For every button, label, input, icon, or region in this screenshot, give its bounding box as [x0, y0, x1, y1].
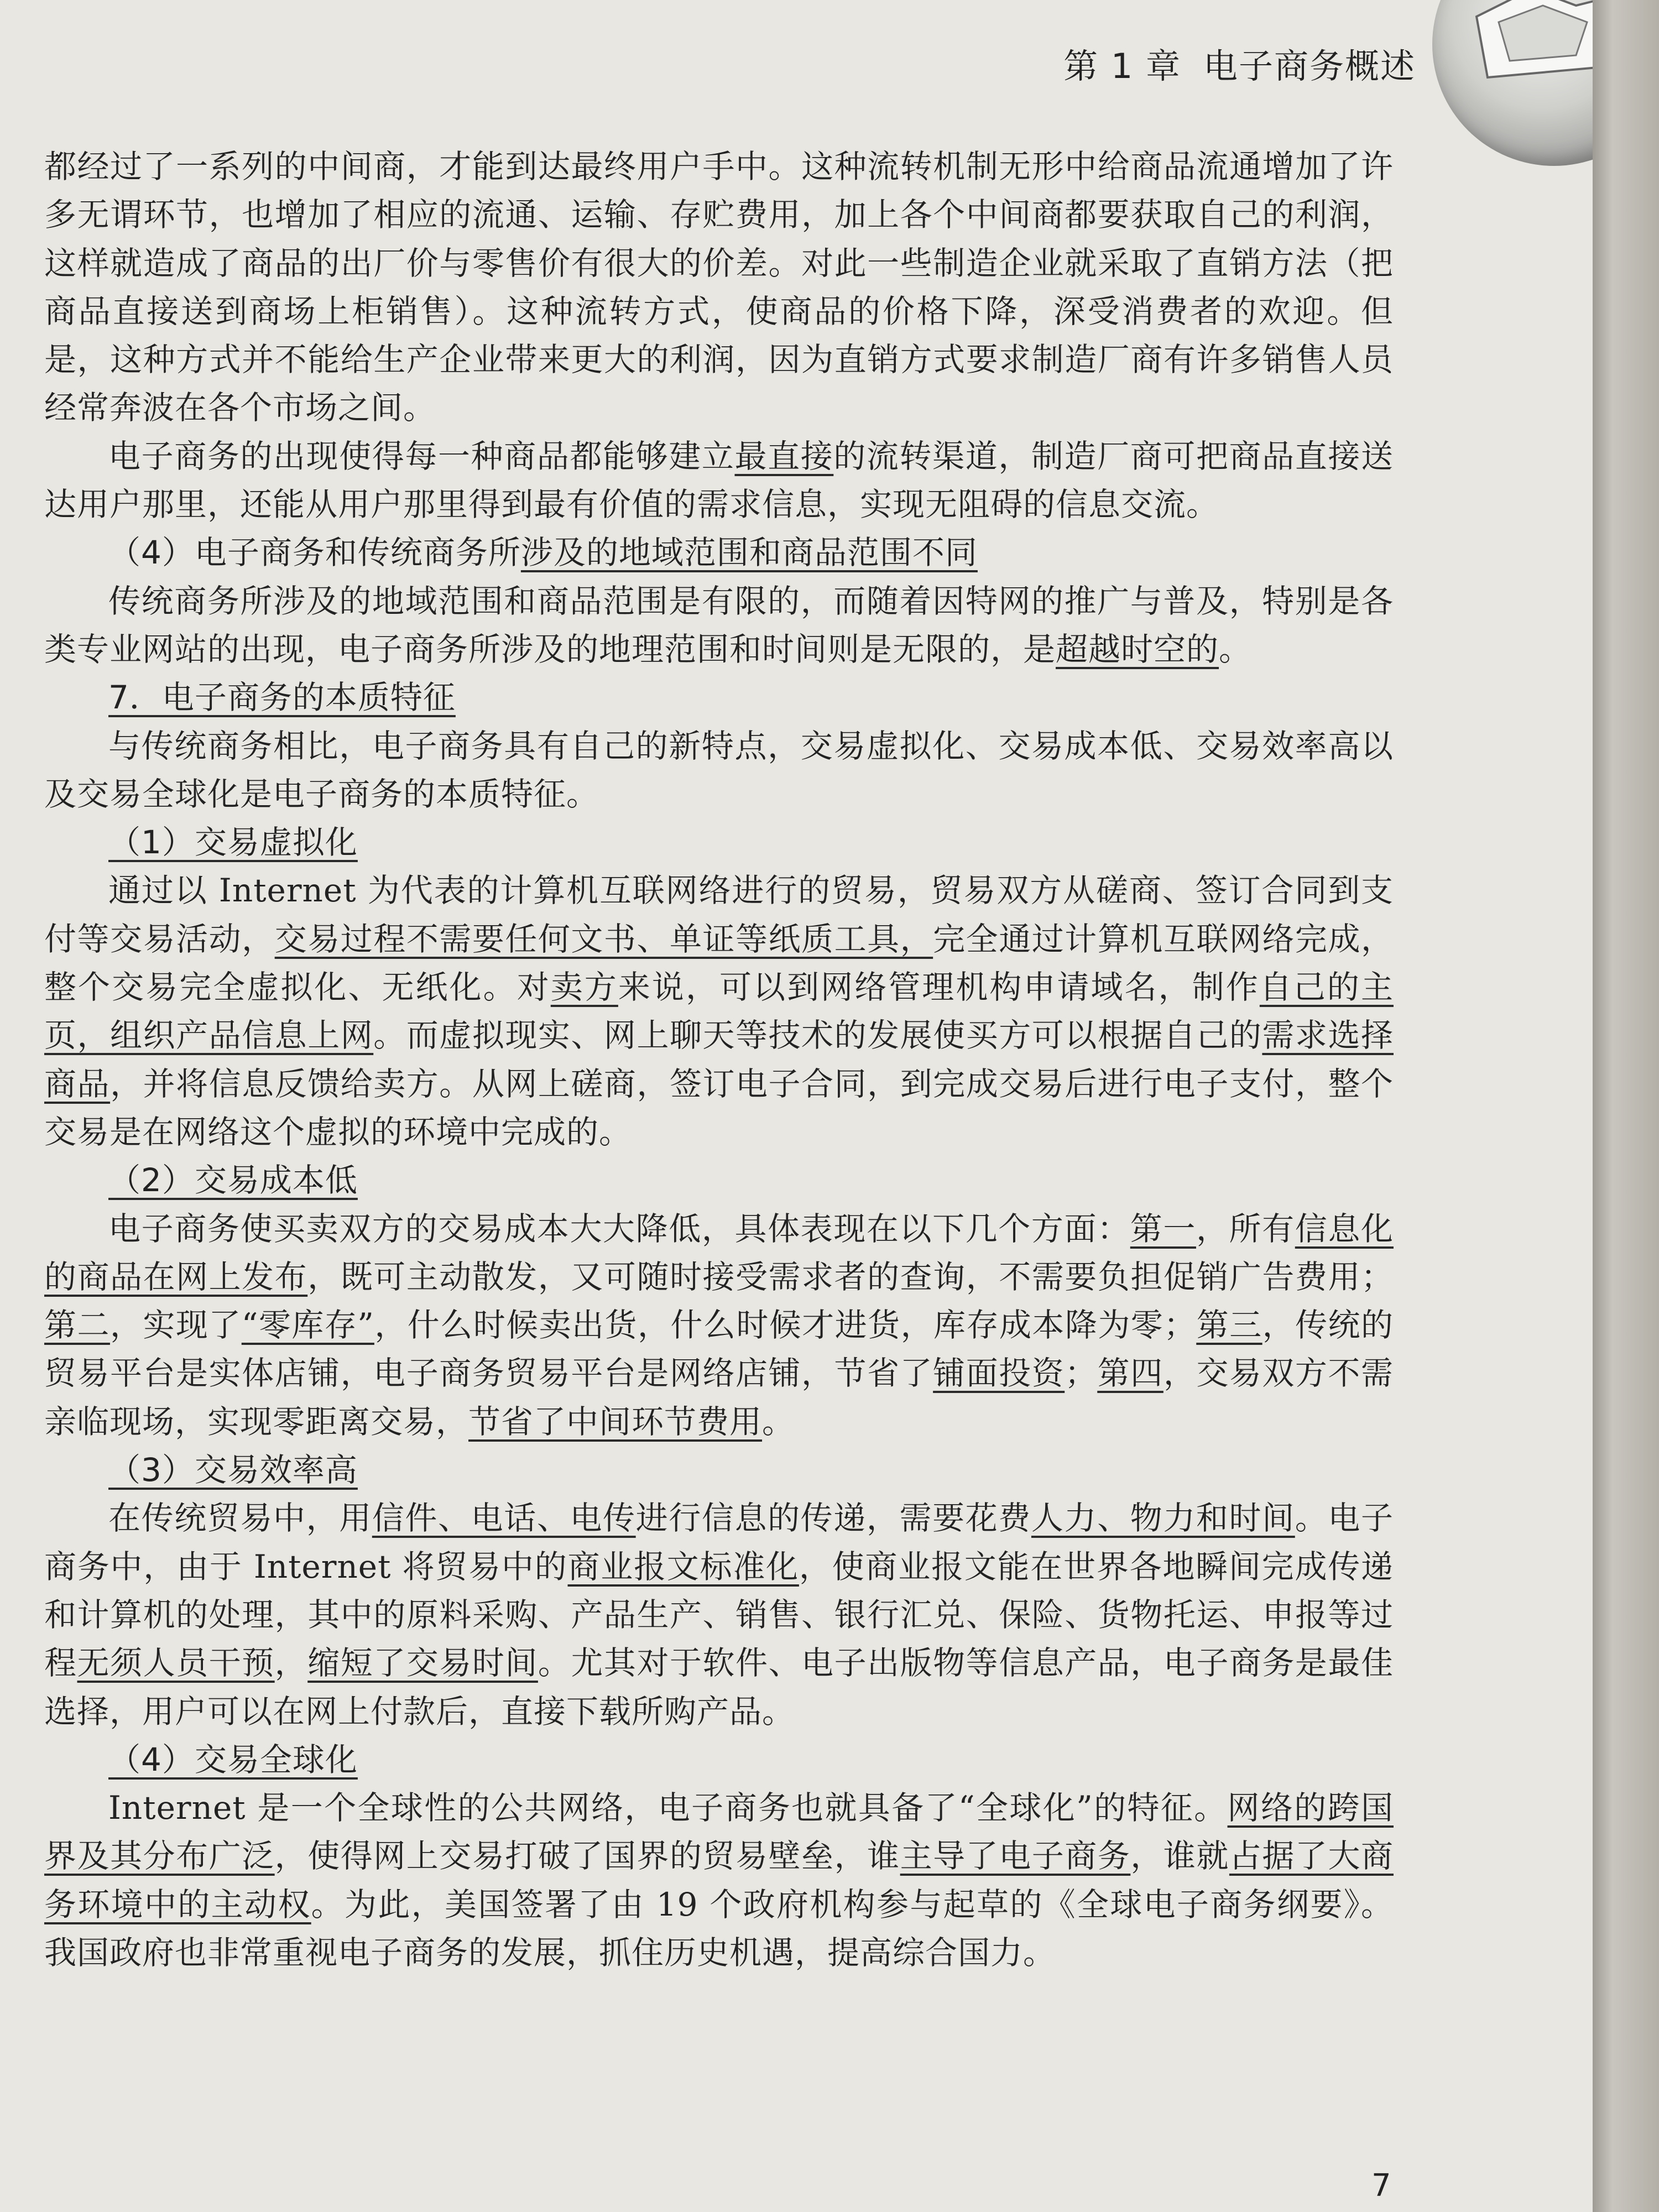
underlined-text: 商业报文标准化	[567, 1547, 799, 1585]
text-run: ，所有	[1196, 1209, 1295, 1248]
text-run: ，交易双方不需亲临现场，实现零距离交易，	[44, 1354, 1394, 1441]
text-run: Internet 是一个全球性的公共网络，电子商务也就具备了“全球化”的特征。	[108, 1789, 1228, 1827]
text-run: 来说，可以到网络管理机构申请域名，制作	[618, 968, 1260, 1006]
emblem-illustration-icon	[1465, 0, 1593, 94]
running-head	[1051, 39, 1416, 88]
text-run: 的流转渠道，制造厂商可把商品直接送达用户那里，还能从用户那里得到最有价值的需求信息，实现无阻碍的信息交流。	[44, 437, 1394, 524]
text-run: ，使得网上交易打破了国界的贸易壁垒，谁	[274, 1837, 900, 1875]
text-run: ，并将信息反馈给卖方。从网上磋商，签订电子合同，到完成交易后进行电子支付，整个交易是在网络这个虚拟的环境中完成的。	[44, 1065, 1394, 1151]
underlined-text: 缩短了交易时间	[307, 1644, 538, 1682]
text-run: ，	[274, 1644, 308, 1682]
underlined-text: 无须人员干预	[77, 1644, 275, 1682]
page-number: 7	[1371, 2168, 1391, 2204]
underlined-text: 最直接	[734, 437, 834, 475]
underlined-text: 第四	[1097, 1354, 1164, 1392]
underlined-text: 铺面投资	[933, 1354, 1065, 1392]
text-run: 进行信息的传递，需要花费	[635, 1499, 1031, 1537]
underlined-text: 自己的主页，组织产品信息上网	[44, 968, 1394, 1055]
underlined-text: 第三	[1196, 1306, 1262, 1344]
subsection-title: （1）交易虚拟化	[108, 823, 358, 862]
text-run: 。尤其对于软件、电子出版物等信息产品，电子商务是最佳选择，用户可以在网上付款后，直接下载所购产品。	[44, 1644, 1394, 1730]
text-run: 在传统贸易中，用	[108, 1499, 372, 1537]
underlined-text: 占据了大商务环境中的主动权	[44, 1837, 1394, 1923]
section-heading	[44, 674, 1394, 722]
text-run: 。电子商务中，由于 Internet 将贸易中的	[44, 1499, 1394, 1585]
subsection-heading	[44, 1736, 1394, 1784]
text-run: 电子商务使买卖双方的交易成本大大降低，具体表现在以下几个方面：	[108, 1209, 1130, 1248]
text-run: ，既可主动散发，又可随时接受需求者的查询，不需要负担促销广告费用；	[307, 1258, 1394, 1296]
paragraph	[44, 432, 1394, 529]
paragraph	[44, 143, 1394, 432]
underlined-text: 信息化的商品在网上发布	[44, 1209, 1394, 1296]
text-run: 与传统商务相比，电子商务具有自己的新特点，交易虚拟化、交易成本低、交易效率高以及交易全球化是电子商务的本质特征。	[44, 727, 1394, 813]
underlined-text: 信件、电话、电传	[372, 1499, 636, 1537]
paragraph	[44, 1784, 1394, 1977]
page-edge	[1593, 0, 1659, 2212]
paragraph	[44, 722, 1394, 819]
paragraph	[44, 1205, 1394, 1446]
chapter-title: 电子商务概述	[1203, 46, 1416, 86]
underlined-text: 人力、物力和时间	[1031, 1499, 1295, 1537]
subsection-title: （2）交易成本低	[108, 1161, 358, 1199]
text-run: ，什么时候卖出货，什么时候才进货，库存成本降为零；	[374, 1306, 1197, 1344]
text-run: 完全通过计算机互联网络完成，整个交易完全虚拟化、无纸化。对	[44, 920, 1394, 1006]
subsection-heading	[44, 1156, 1394, 1204]
chapter-number: 第 1 章	[1063, 46, 1181, 86]
text-run: 传统商务所涉及的地域范围和商品范围是有限的，而随着因特网的推广与普及，特别是各类专业网站的出现，电子商务所涉及的地理范围和时间则是无限的，是	[44, 582, 1394, 668]
underlined-text: 节省了中间环节费用	[468, 1402, 763, 1441]
underlined-text: 需求选择商品	[44, 1016, 1394, 1103]
text-run: （4）电子商务和传统商务所	[108, 534, 521, 572]
underlined-text: 交易过程不需要任何文书、单证等纸质工具，	[274, 920, 933, 958]
subsection-heading	[44, 818, 1394, 867]
underlined-text: 第二	[44, 1306, 110, 1344]
subsection-heading	[44, 529, 1394, 577]
paragraph	[44, 1494, 1394, 1735]
text-run: 。为此，美国签署了由 19 个政府机构参与起草的《全球电子商务纲要》。我国政府也非常重视电子商务的发展，抓住历史机遇，提高综合国力。	[44, 1885, 1394, 1971]
corner-emblem-image	[1432, 0, 1593, 166]
text-run: 。而虚拟现实、网上聊天等技术的发展使买方可以根据自己的	[373, 1016, 1262, 1055]
body-text	[44, 143, 1394, 1977]
underlined-text: 超越时空的	[1056, 630, 1219, 668]
subsection-heading	[44, 1446, 1394, 1494]
underlined-text: 网络的跨国界及其分布广泛	[44, 1789, 1394, 1875]
text-run: ，实现了	[109, 1306, 242, 1344]
underlined-text: 涉及的地域范围和商品范围不同	[520, 534, 978, 572]
text-run: ，使商业报文能在世界各地瞬间完成传递和计算机的处理，其中的原料采购、产品生产、销售、银行汇兑、保险、货物托运、申报等过程	[44, 1547, 1394, 1682]
section-title: 7．电子商务的本质特征	[108, 679, 456, 717]
underlined-text: 卖方	[550, 968, 618, 1006]
text-run: 。	[1219, 630, 1252, 668]
paragraph	[44, 577, 1394, 674]
text-run: 通过以 Internet 为代表的计算机互联网络进行的贸易，贸易双方从磋商、签订合同到支付等交易活动，	[44, 872, 1394, 958]
text-run: 。	[762, 1402, 795, 1441]
text-run: ，谁就	[1130, 1837, 1229, 1875]
underlined-text: 主导了电子商务	[900, 1837, 1131, 1875]
subsection-title: （3）交易效率高	[108, 1451, 358, 1489]
text-run: ；	[1065, 1354, 1098, 1392]
text-run: ，传统的贸易平台是实体店铺，电子商务贸易平台是网络店铺，节省了	[44, 1306, 1394, 1392]
paragraph	[44, 867, 1394, 1156]
underlined-text: 第一	[1130, 1209, 1196, 1248]
subsection-title: （4）交易全球化	[108, 1740, 358, 1778]
underlined-text: “零库存”	[241, 1306, 374, 1344]
text-run: 都经过了一系列的中间商，才能到达最终用户手中。这种流转机制无形中给商品流通增加了许多无谓环节，也增加了相应的流通、运输、存贮费用，加上各个中间商都要获取自己的利润，这样就造成了商品的出厂价与零售价有很大的价差。对此一些制造企业就采取了直销方法（把商品直接送到商场上柜销售）。这种流转方式，使商品的价格下降，深受消费者的欢迎。但是，这种方式并不能给生产企业带来更大的利润，因为直销方式要求制造厂商有许多销售人员经常奔波在各个市场之间。	[44, 148, 1394, 427]
text-run: 电子商务的出现使得每一种商品都能够建立	[108, 437, 735, 475]
